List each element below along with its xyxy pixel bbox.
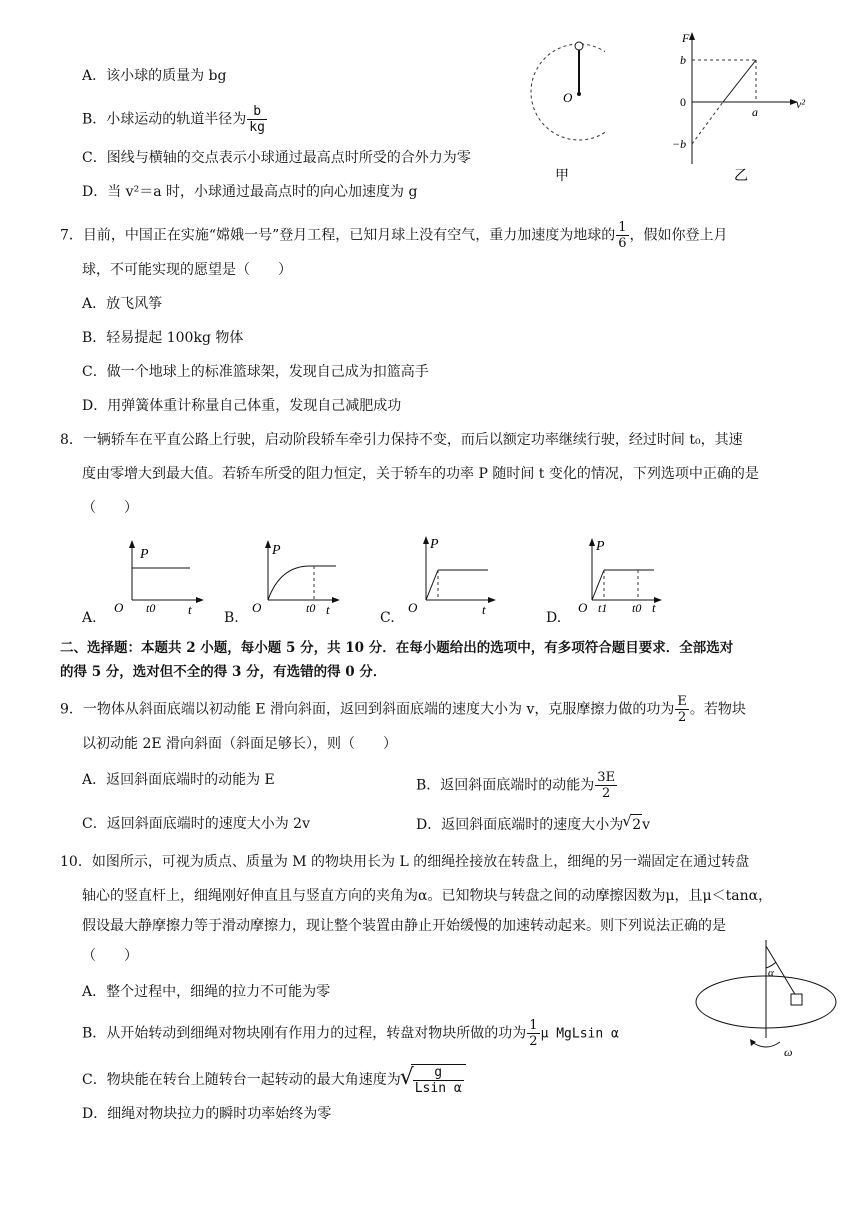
- q9-option-d: D．返回斜面底端时的速度大小为 √ 2v: [416, 812, 651, 833]
- q9-stem-line2: 以初动能 2E 滑向斜面（斜面足够长），则（ ）: [82, 736, 398, 752]
- q8-graph-c-option: C.: [380, 610, 395, 626]
- q10-option-c: C．物块能在转台上随转台一起转动的最大角速度为 √ $\frac{g}{\text{Lsin α}}$: [82, 1064, 466, 1096]
- q8-graph-c-origin: O: [408, 600, 418, 615]
- q6-option-b-fraction: $\frac{b}{kg}$: [249, 104, 265, 135]
- q8-graph-c: [406, 532, 502, 618]
- q8-graph-b-t: t: [326, 602, 330, 617]
- q7-option-d: D．用弹簧体重计称量自己体重，发现自己减肥成功: [82, 398, 402, 414]
- q6-yi-x-axis-label: v²: [796, 97, 805, 111]
- q9-option-b-fraction: $\frac{3E}{2}$: [597, 770, 616, 801]
- q9-option-c: C．返回斜面底端时的速度大小为 2v: [82, 816, 310, 832]
- q9-stem-line1: 9．一物体从斜面底端以初动能 E 滑向斜面，返回到斜面底端的速度大小为 v，克服摩擦力做的功为 $\frac{E}{2}$ 。若物块: [60, 694, 746, 725]
- q8-stem-line2: 度由零增大到最大值。若轿车所受的阻力恒定，关于轿车的功率 P 随时间 t 变化的情况，下列选项中正确的是: [82, 466, 759, 482]
- q10-alpha-label: α: [768, 967, 774, 979]
- q8-graph-a-y-label: P: [140, 547, 149, 562]
- q9-option-d-sqrt: √ 2: [622, 812, 642, 833]
- q8-graph-b: [248, 536, 348, 618]
- q6-figure-jia: [525, 38, 605, 188]
- q7-stem-line2: 球，不可能实现的愿望是（ ）: [82, 262, 292, 278]
- q8-graph-d-origin: O: [578, 600, 588, 615]
- q8-graph-d-t1: t1: [598, 601, 608, 615]
- q8-graph-b-y-label: P: [272, 543, 281, 558]
- q8-graph-b-option: B.: [224, 610, 239, 626]
- section2-heading-line2: 的得 5 分，选对但不全的得 3 分，有选错的得 0 分．: [60, 664, 387, 680]
- q8-graph-d: [574, 534, 670, 618]
- q8-stem-line3: （ ）: [82, 500, 138, 516]
- q10-omega-label: ω: [784, 1045, 793, 1059]
- q8-graph-a-t: t: [188, 602, 192, 617]
- q8-graph-b-origin: O: [252, 600, 262, 615]
- q7-stem-line1: 7．目前，中国正在实施“嫦娥一号”登月工程，已知月球上没有空气，重力加速度为地球的 $\frac{1}{6}$ ，假如你登上月: [60, 220, 728, 251]
- q10-stem-line1: 10．如图所示，可视为质点、质量为 M 的物块用长为 L 的细绳拴接放在转盘上，细绳的另一端固定在通过转盘: [60, 854, 750, 870]
- q7-option-b: B．轻易提起 100kg 物体: [82, 330, 244, 346]
- q10-stem-line4: （ ）: [82, 948, 138, 964]
- q10-stem-line2: 轴心的竖直杆上，细绳刚好伸直且与竖直方向的夹角为α。已知物块与转盘之间的动摩擦因数为μ，且μ＜tanα，: [82, 888, 773, 904]
- q6-option-d: D．当 v²＝a 时，小球通过最高点时的向心加速度为 g: [82, 184, 418, 200]
- q8-graph-a-option: A.: [82, 610, 97, 626]
- q8-graph-d-t: t: [652, 600, 656, 615]
- q8-graph-d-y-label: P: [596, 539, 605, 554]
- q10-stem-line3: 假设最大静摩擦力等于滑动摩擦力，现让整个装置由静止开始缓慢的加速转动起来。则下列说法正确的是: [82, 918, 726, 934]
- q10-option-d: D．细绳对物块拉力的瞬时功率始终为零: [82, 1106, 332, 1122]
- q8-graph-b-t0: t0: [306, 601, 316, 615]
- q8-graph-a-t0: t0: [146, 601, 156, 615]
- q6-option-c: C．图线与横轴的交点表示小球通过最高点时所受的合外力为零: [82, 150, 471, 166]
- q6-yi-b-label: b: [680, 53, 686, 67]
- q10-option-a: A．整个过程中，细绳的拉力不可能为零: [82, 984, 331, 1000]
- q8-stem-line1: 8．一辆轿车在平直公路上行驶，启动阶段轿车牵引力保持不变，而后以额定功率继续行驶，经过时间 t₀，其速: [60, 432, 743, 448]
- q7-fraction: $\frac{1}{6}$: [618, 220, 627, 251]
- q6-yi-a-label: a: [752, 105, 758, 119]
- q8-graph-c-t: t: [482, 602, 486, 617]
- q8-graph-d-option: D.: [546, 610, 562, 626]
- q8-graph-c-y-label: P: [430, 537, 439, 552]
- q6-option-b: B．小球运动的轨道半径为 $\frac{b}{kg}$: [82, 104, 265, 135]
- q8-graph-a-origin: O: [114, 600, 124, 615]
- q9-option-b: B．返回斜面底端时的动能为 $\frac{3E}{2}$: [416, 770, 616, 801]
- q6-yi-zero-label: 0: [680, 95, 686, 109]
- q6-yi-caption: 乙: [734, 169, 748, 184]
- q9-fraction: $\frac{E}{2}$: [677, 694, 687, 725]
- q9-option-a: A．返回斜面底端时的动能为 E: [82, 772, 275, 788]
- q6-figure-yi: [668, 28, 818, 188]
- q10-option-b: B．从开始转动到细绳对物块刚有作用力的过程，转盘对物块所做的功为 $\frac{1}{2}$ μ MgLsin α: [82, 1018, 619, 1049]
- q10-figure: [690, 938, 840, 1064]
- q10-option-b-fraction: $\frac{1}{2}$: [529, 1018, 538, 1049]
- q7-option-c: C．做一个地球上的标准篮球架，发现自己成为扣篮高手: [82, 364, 429, 380]
- q6-yi-y-axis-label: F: [682, 31, 690, 45]
- section2-heading-line1: 二、选择题：本题共 2 小题，每小题 5 分，共 10 分．在每小题给出的选项中，有多项符合题目要求．全部选对: [60, 640, 734, 656]
- q6-jia-caption: 甲: [555, 169, 569, 184]
- q10-option-c-sqrt: √ $\frac{g}{\text{Lsin α}}$: [411, 1064, 466, 1096]
- q6-option-a: A．该小球的质量为 bg: [82, 68, 227, 84]
- q7-option-a: A．放飞风筝: [82, 296, 163, 312]
- q6-jia-center-label: O: [563, 90, 573, 105]
- q8-graph-d-t0: t0: [632, 601, 642, 615]
- q8-graph-a: [110, 538, 210, 618]
- q6-yi-neg-b-label: −b: [672, 137, 687, 151]
